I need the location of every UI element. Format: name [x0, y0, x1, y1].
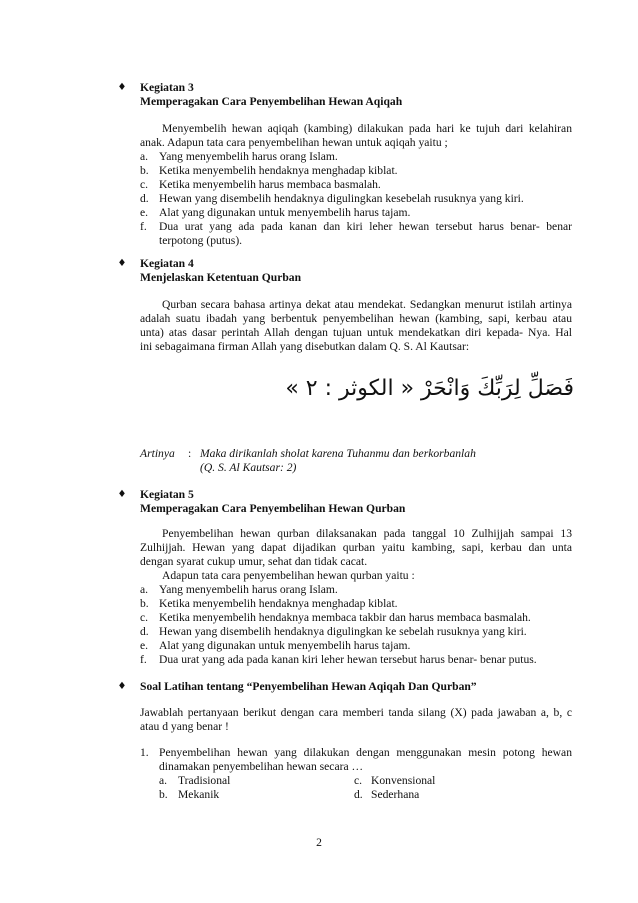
- answer-option-b[interactable]: [159, 788, 220, 802]
- kegiatan4-para-line: Qurban secara bahasa artinya dekat atau mendekat. Sedangkan menurut istilah artinya: [162, 298, 572, 311]
- artinya-label: Artinya: [140, 447, 175, 460]
- page-number: 2: [316, 836, 322, 849]
- option-label: b.: [159, 788, 168, 801]
- kegiatan5-subtitle: Memperagakan Cara Penyembelihan Hewan Qurban: [140, 502, 406, 515]
- soal-instruction-line2: atau d yang benar !: [140, 720, 229, 733]
- question-text: Penyembelihan hewan yang dilakukan dengan menggunakan mesin potong hewan: [159, 746, 572, 759]
- item-text: Alat yang digunakan untuk menyembelih harus tajam.: [159, 639, 411, 652]
- soal-instruction-line1: Jawablah pertanyaan berikut dengan cara memberi tanda silang (X) pada jawaban a, b, c: [140, 706, 572, 719]
- item-label: b.: [140, 597, 149, 610]
- bullet-diamond-icon: ♦: [117, 258, 127, 269]
- item-text: Alat yang digunakan untuk menyembelih harus tajam.: [159, 206, 411, 219]
- option-text: Mekanik: [178, 788, 220, 801]
- kegiatan3-title: Kegiatan 3: [140, 81, 194, 94]
- item-label: d.: [140, 625, 149, 638]
- kegiatan4-para-line: unta) atas dasar perintah Allah dengan tujuan untuk mendekatkan diri kepada- Nya. Hal: [140, 326, 572, 339]
- item-label: e.: [140, 206, 149, 219]
- kegiatan3-intro-line1: Menyembelih hewan aqiqah (kambing) dilakukan pada hari ke tujuh dari kelahiran: [162, 122, 572, 135]
- option-label: c.: [354, 774, 363, 787]
- kegiatan3-intro-line2: anak. Adapun tata cara penyembelihan hewan untuk aqiqah yaitu ;: [140, 136, 448, 149]
- item-text: Yang menyembelih harus orang Islam.: [159, 583, 338, 596]
- soal-title: Soal Latihan tentang “Penyembelihan Hewan Aqiqah Dan Qurban”: [140, 680, 477, 693]
- item-label: a.: [140, 150, 149, 163]
- question-number: 1.: [140, 746, 149, 759]
- artinya-colon: :: [188, 447, 192, 460]
- item-label: e.: [140, 639, 149, 652]
- bullet-diamond-icon: ♦: [117, 489, 127, 500]
- artinya-reference: (Q. S. Al Kautsar: 2): [200, 461, 297, 474]
- option-text: Tradisional: [178, 774, 231, 787]
- kegiatan4-para-line: adalah suatu ibadah yang berbentuk penyembelihan hewan (kambing, sapi, kerbau atau: [140, 312, 572, 325]
- item-text: Hewan yang disembelih hendaknya digulingkan kesebelah rusuknya yang kiri.: [159, 192, 524, 205]
- item-text: Ketika menyembelih hendaknya membaca takbir dan harus membaca basmalah.: [159, 611, 531, 624]
- item-label: d.: [140, 192, 149, 205]
- option-text: Konvensional: [371, 774, 436, 787]
- artinya-translation: Maka dirikanlah sholat karena Tuhanmu dan berkorbanlah: [200, 447, 476, 460]
- item-label: b.: [140, 164, 149, 177]
- item-label: c.: [140, 611, 149, 624]
- item-label: f.: [140, 220, 147, 233]
- item-label: a.: [140, 583, 149, 596]
- item-text: Hewan yang disembelih hendaknya digulingkan ke sebelah rusuknya yang kiri.: [159, 625, 527, 638]
- kegiatan4-para-line: ini sebagaimana firman Allah yang disebutkan dalam Q. S. Al Kautsar:: [140, 340, 470, 353]
- kegiatan5-para-line: Penyembelihan hewan qurban dilaksanakan pada tanggal 10 Zulhijjah sampai 13: [162, 527, 572, 540]
- kegiatan3-item: [140, 220, 572, 234]
- kegiatan5-title: Kegiatan 5: [140, 488, 194, 501]
- item-text: Dua urat yang ada pada kanan dan kiri leher hewan tersebut harus benar- benar: [159, 220, 572, 233]
- option-text: Sederhana: [371, 788, 420, 801]
- option-label: d.: [354, 788, 363, 801]
- answer-option-d[interactable]: [354, 788, 420, 802]
- bullet-diamond-icon: ♦: [117, 82, 127, 93]
- option-label: a.: [159, 774, 168, 787]
- item-text: Dua urat yang ada pada kanan kiri leher hewan tersebut harus benar- benar putus.: [159, 653, 537, 666]
- item-text: Ketika menyembelih harus membaca basmalah.: [159, 178, 381, 191]
- item-label: c.: [140, 178, 149, 191]
- item-text: Ketika menyembelih hendaknya menghadap kiblat.: [159, 597, 398, 610]
- bullet-diamond-icon: ♦: [117, 681, 127, 692]
- arabic-verse-text: فَصَلِّ لِرَبِّكَ وَانْحَرْ « الكوثر : ٢ »: [285, 376, 574, 401]
- kegiatan5-para-line: Zulhijjah. Hewan yang dapat dijadikan qurban yaitu kambing, sapi, kerbau dan unta: [140, 541, 572, 554]
- answer-option-c[interactable]: [354, 774, 436, 788]
- kegiatan3-subtitle: Memperagakan Cara Penyembelihan Hewan Aqiqah: [140, 95, 403, 108]
- kegiatan4-subtitle: Menjelaskan Ketentuan Qurban: [140, 271, 302, 284]
- item-text: Yang menyembelih harus orang Islam.: [159, 150, 338, 163]
- kegiatan5-para2: Adapun tata cara penyembelihan hewan qurban yaitu :: [162, 569, 415, 582]
- question-1-continuation: dinamakan penyembelihan hewan secara …: [159, 760, 364, 773]
- kegiatan3-item-f-continuation: terpotong (putus).: [159, 234, 243, 247]
- answer-option-a[interactable]: [159, 774, 231, 788]
- arabic-verse-image: [286, 372, 574, 412]
- kegiatan4-title: Kegiatan 4: [140, 257, 194, 270]
- item-text: Ketika menyembelih hendaknya menghadap kiblat.: [159, 164, 398, 177]
- item-label: f.: [140, 653, 147, 666]
- kegiatan5-para-line: dengan syarat cukup umur, sehat dan tidak cacat.: [140, 555, 368, 568]
